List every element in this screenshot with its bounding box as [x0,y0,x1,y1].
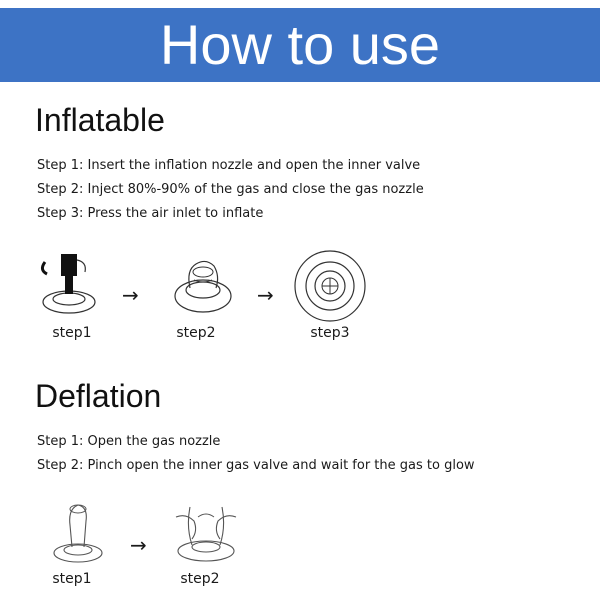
inflate-arrow-2: → [257,283,274,307]
inflatable-step-1: Step 1: Insert the inflation nozzle and open the inner valve [37,158,421,173]
inflate-step2-illustration [168,250,238,320]
deflation-title: Deflation [35,378,162,414]
inflate-step3-illustration [292,248,368,324]
deflation-step-1: Step 1: Open the gas nozzle [37,434,221,449]
header-banner [0,8,600,82]
inflate-step1-illustration [35,250,105,320]
inflatable-title: Inflatable [35,102,165,138]
deflate-step1-caption: step1 [52,571,92,587]
inflate-step2-caption: step2 [176,325,216,341]
deflate-step2-caption: step2 [180,571,220,587]
deflate-step2-illustration [170,497,242,567]
inflate-step1-caption: step1 [52,325,92,341]
inflatable-steps [37,154,424,226]
deflation-steps [37,430,475,478]
inflatable-step-2: Step 2: Inject 80%-90% of the gas and close the gas nozzle [37,182,424,197]
deflate-arrow: → [130,533,147,557]
inflate-step3-caption: step3 [310,325,350,341]
page-title: How to use [159,13,441,76]
deflate-step1-illustration [42,497,112,567]
deflation-step-2: Step 2: Pinch open the inner gas valve and wait for the gas to glow [37,458,475,473]
inflatable-step-3: Step 3: Press the air inlet to inflate [37,206,264,221]
inflate-arrow-1: → [122,283,139,307]
